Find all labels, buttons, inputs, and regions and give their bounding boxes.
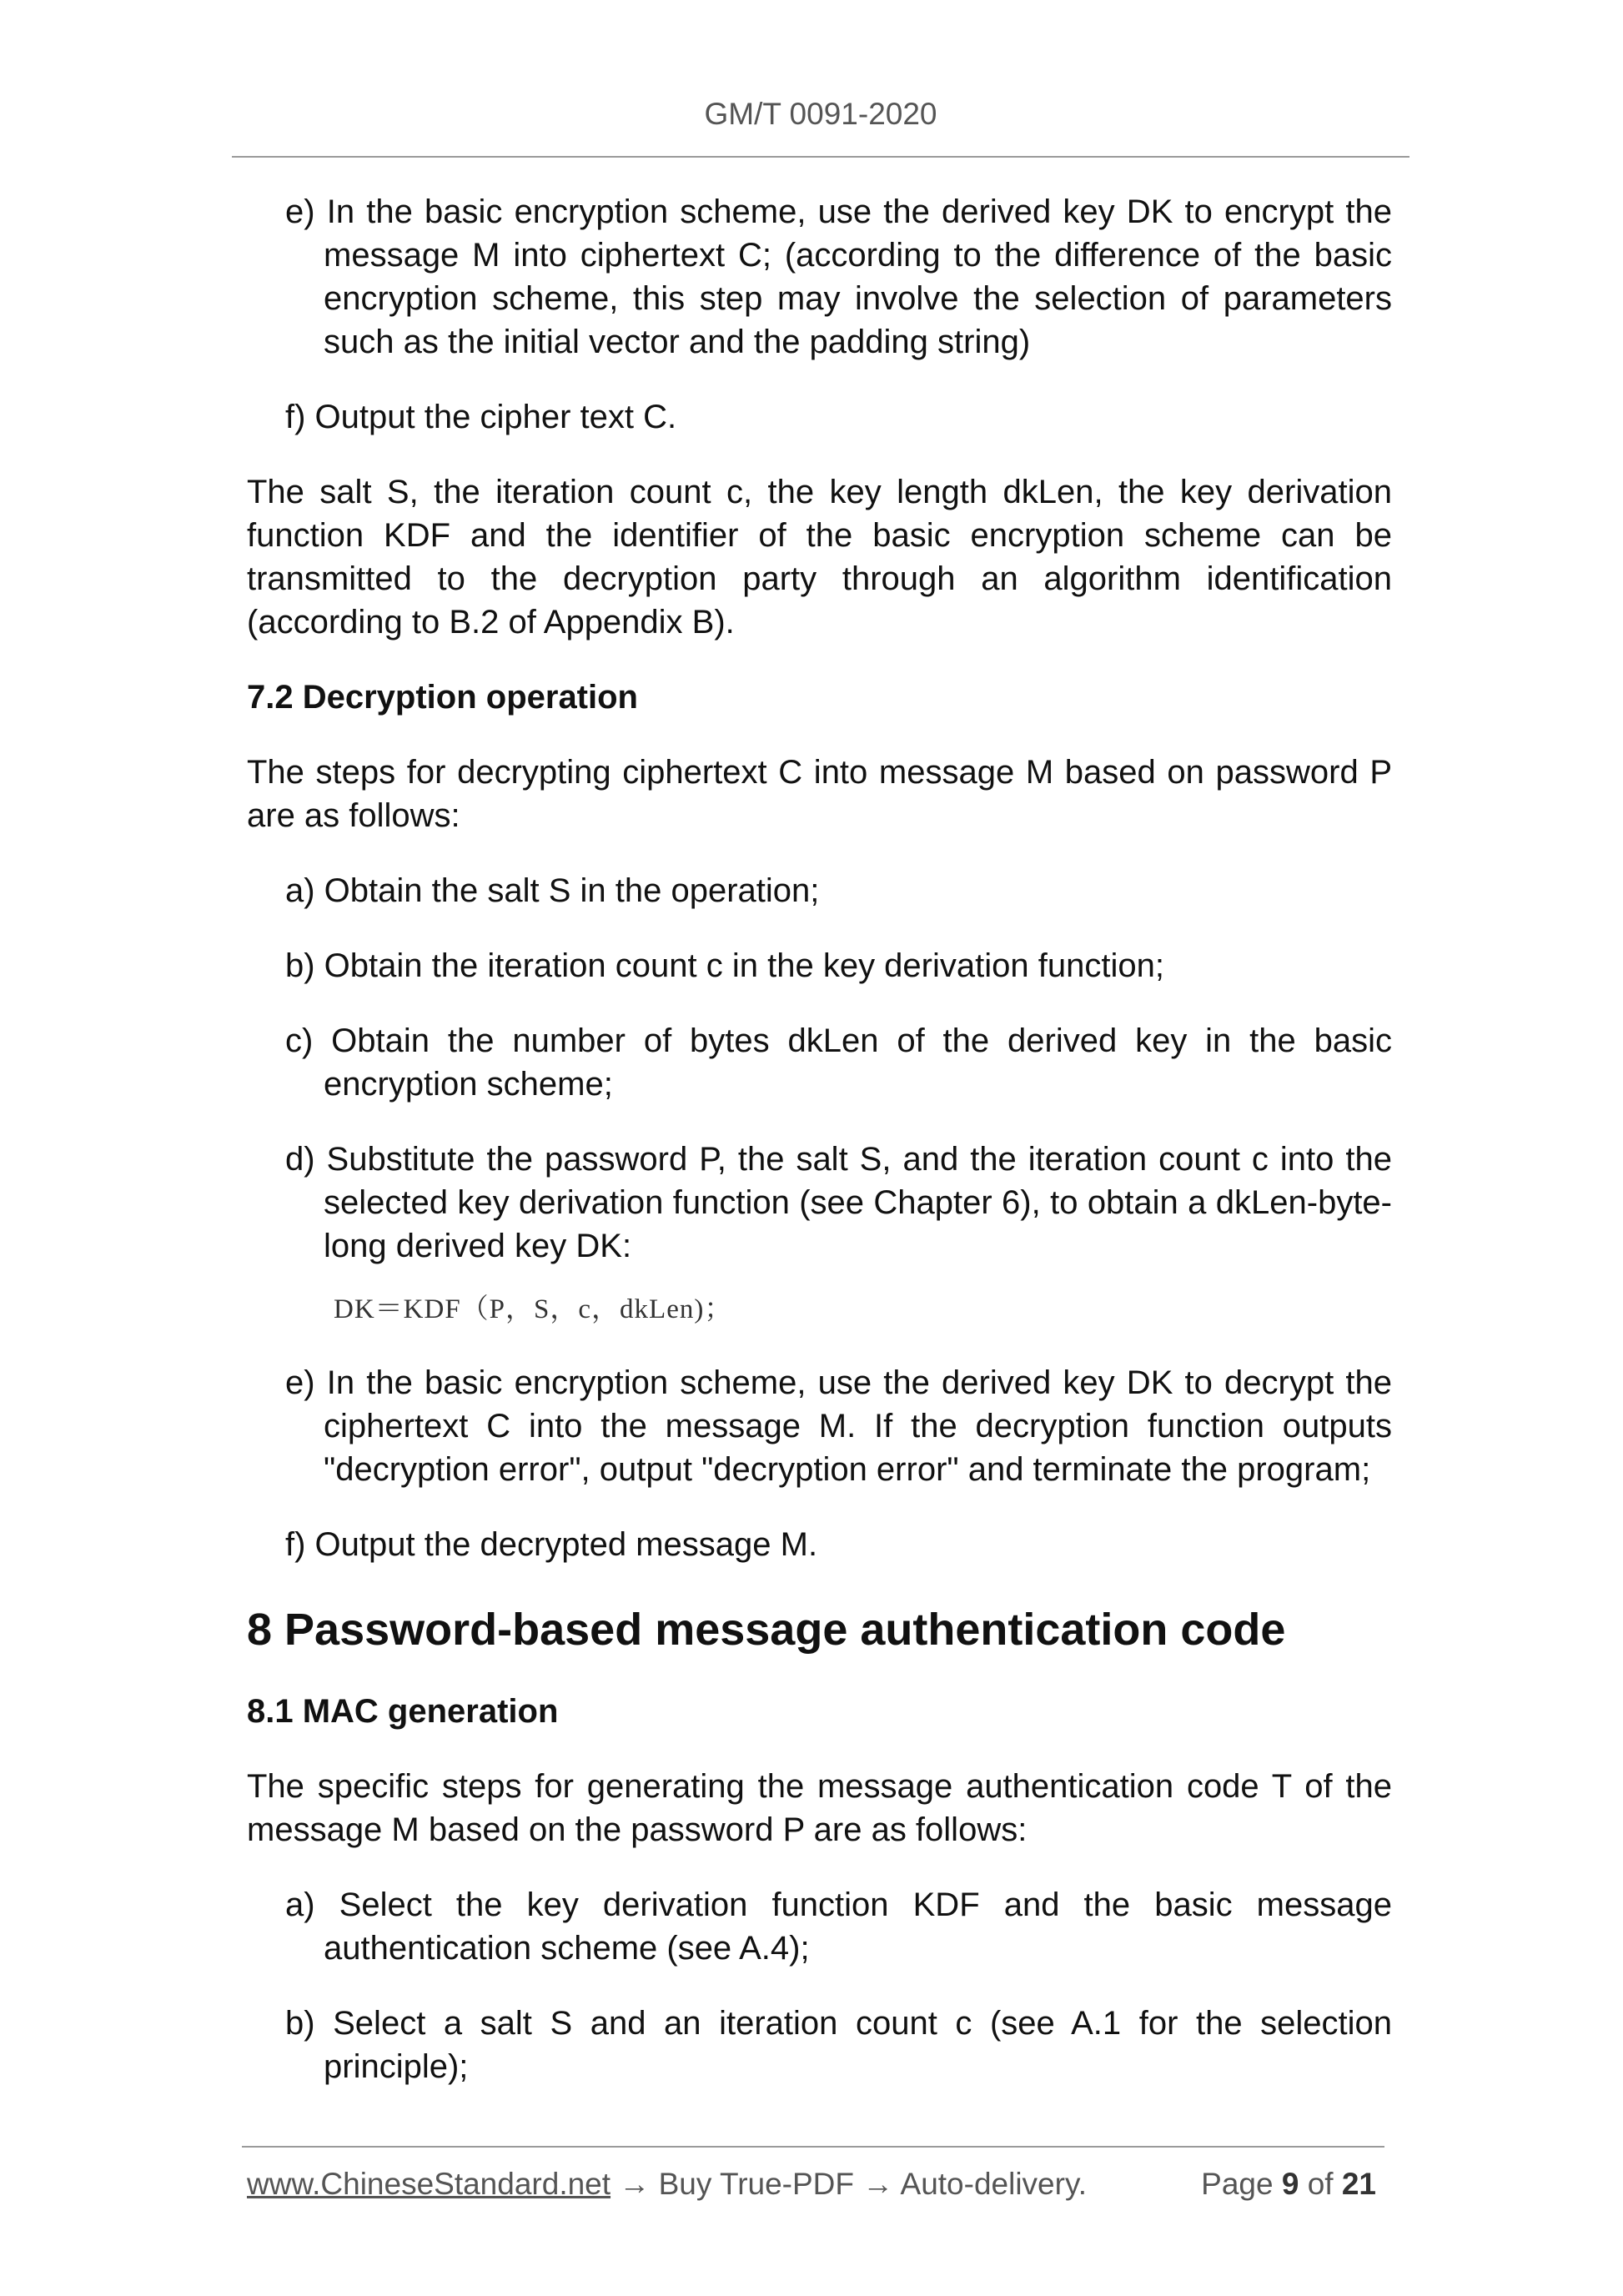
mac-intro: The specific steps for generating the message authentication code T of the message M based on the password P are as follows: [247, 1768, 1392, 1848]
footer-promo: → Buy True-PDF → Auto-delivery. [611, 2167, 1087, 2201]
salt-paragraph: The salt S, the iteration count c, the key length dkLen, the key derivation function KDF and the identifier of the basic encryption scheme can be transmitted to the decryption party through an algorithm identification (according to B.2 of Appendix B). [247, 474, 1392, 641]
kdf-formula: DK＝KDF（P，S，c，dkLen)； [334, 1294, 733, 1324]
list-item-c: c) Obtain the number of bytes dkLen of the derived key in the basic encryption scheme; [285, 1022, 1392, 1103]
decryption-intro: The steps for decrypting ciphertext C into message M based on password P are as follows: [247, 754, 1392, 834]
page-number [1201, 2167, 1376, 2202]
of-word: of [1307, 2167, 1334, 2201]
list-item-b: b) Obtain the iteration count c in the key derivation function; [285, 947, 1164, 984]
page-word: Page [1201, 2167, 1274, 2201]
list-item-d: d) Substitute the password P, the salt S, and the iteration count c into the selected key derivation function (see Chapter 6), to obtain a dkLen-byte-long derived key DK: [285, 1141, 1392, 1264]
section-heading-8-1: 8.1 MAC generation [247, 1693, 559, 1730]
page-current: 9 [1281, 2167, 1299, 2201]
list-item-a: a) Obtain the salt S in the operation; [285, 872, 820, 909]
list-item-a-mac: a) Select the key derivation function KDF and the basic message authentication scheme (see A.4); [285, 1887, 1392, 1967]
list-item-f-output-message: f) Output the decrypted message M. [285, 1526, 818, 1563]
list-item-b-mac: b) Select a salt S and an iteration count c (see A.1 for the selection principle); [285, 2005, 1392, 2085]
section-heading-7-2: 7.2 Decryption operation [247, 679, 638, 716]
document-body [247, 190, 1392, 2120]
header-divider [232, 156, 1409, 158]
list-item-f-output-cipher: f) Output the cipher text C. [285, 399, 677, 435]
page-footer [247, 2167, 1376, 2202]
website-link[interactable]: www.ChineseStandard.net [247, 2167, 611, 2201]
page-header: GM/T 0091-2020 [704, 97, 937, 131]
page-total: 21 [1341, 2167, 1376, 2201]
footer-divider [242, 2146, 1384, 2148]
list-item-e-encrypt: e) In the basic encryption scheme, use the derived key DK to encrypt the message M into ciphertext C; (according to the difference of the basic encryption scheme, this step may involve the selection of parameters such as the initial vector and the padding string) [285, 193, 1392, 360]
chapter-heading-8: 8 Password-based message authentication code [247, 1605, 1286, 1655]
list-item-e-decrypt: e) In the basic encryption scheme, use the derived key DK to decrypt the ciphertext C into the message M. If the decryption function outputs "decryption error", output "decryption error" and terminate the program; [285, 1364, 1392, 1488]
